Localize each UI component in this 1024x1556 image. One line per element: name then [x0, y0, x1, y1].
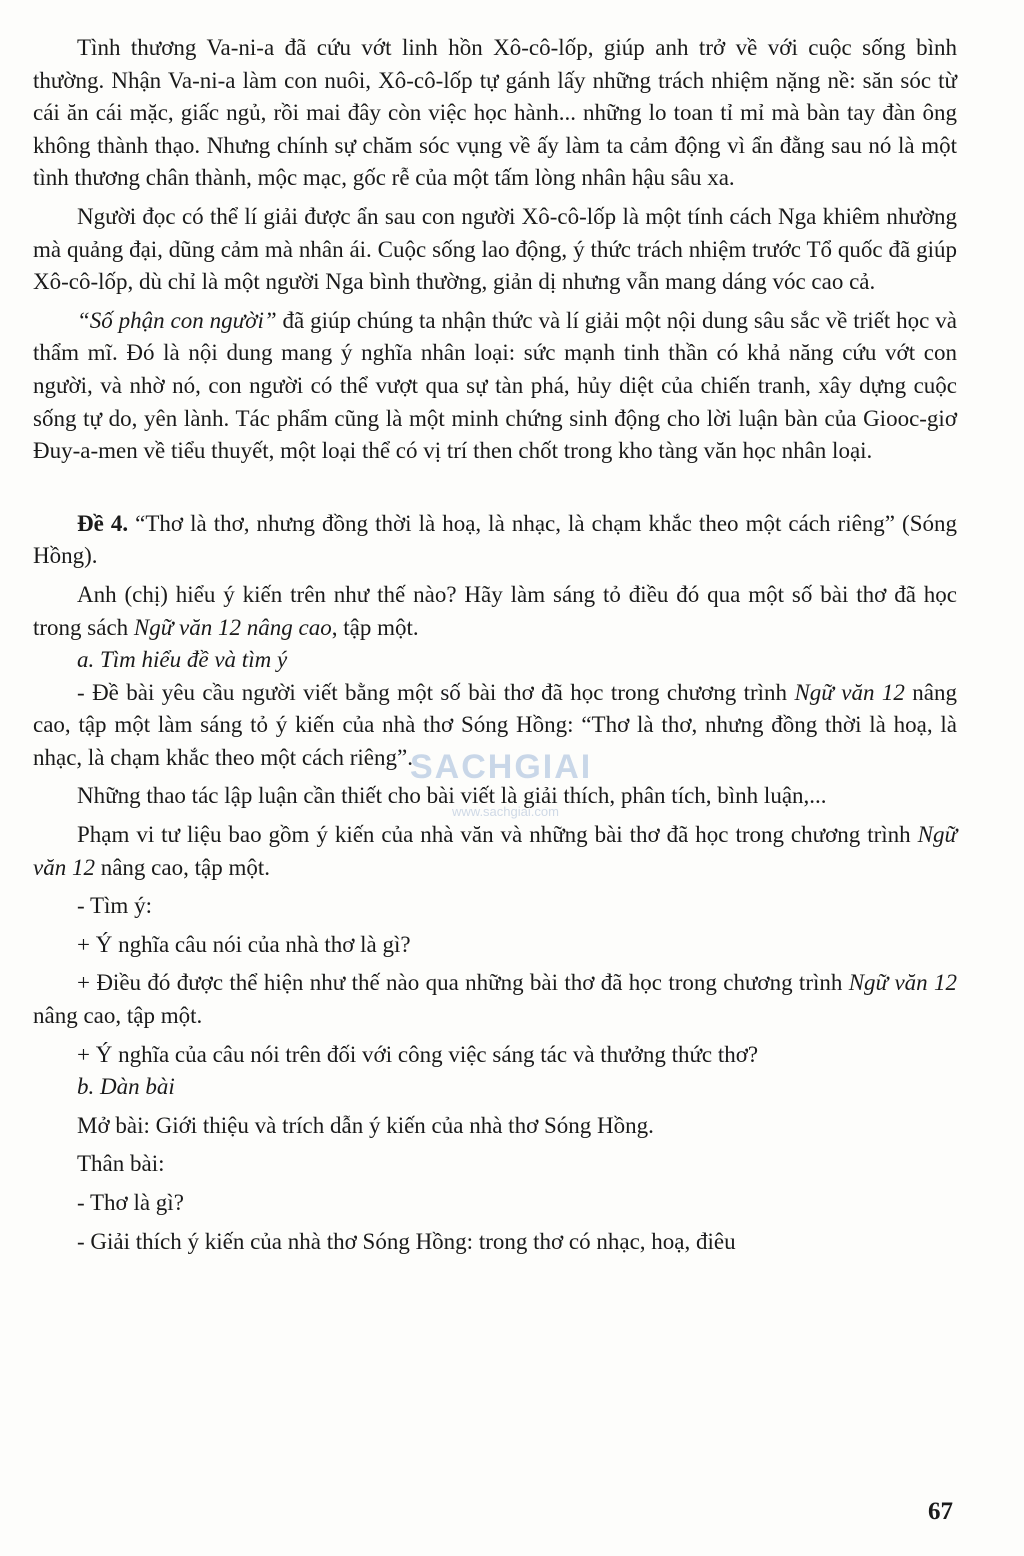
section-a-requirement: - Đề bài yêu cầu người viết bằng một số bài thơ đã học trong chương trình Ngữ văn 12 nâng cao, tập một làm sáng tỏ ý kiến của nhà thơ Sóng Hồng: “Thơ là thơ, nhưng đồng thời là hoạ, là nhạc, là chạm khắc theo một cách riêng”.	[33, 679, 958, 770]
de4-label: Đề 4.	[77, 510, 129, 536]
section-a-operations: Những thao tác lập luận cần thiết cho bài viết là giải thích, phân tích, bình luận,...	[77, 783, 827, 809]
paragraph-sokolov-character: Người đọc có thể lí giải được ẩn sau con người Xô-cô-lốp là một tính cách Nga khiêm nhường mà quảng đại, dũng cảm mà nhân ái. Cuộc sống lao động, ý thức trách nhiệm trước Tổ quốc đã giúp Xô-cô-lốp, dù chỉ là một người Nga bình thường, giản dị nhưng vẫn mang dáng vóc cao cả.	[33, 203, 957, 295]
outline-item-1: - Thơ là gì?	[77, 1190, 184, 1215]
idea-2: + Điều đó được thể hiện như thế nào qua những bài thơ đã học trong chương trình Ngữ văn 12 nâng cao, tập một.	[33, 970, 957, 1029]
idea-3: + Ý nghĩa của câu nói trên đối với công việc sáng tác và thưởng thức thơ?	[77, 1041, 759, 1067]
section-a-label: a. Tìm hiểu đề và tìm ý	[77, 647, 288, 673]
body-label: Thân bài:	[77, 1151, 165, 1177]
outline-item-2: - Giải thích ý kiến của nhà thơ Sóng Hồng: trong thơ có nhạc, hoạ, điêu	[77, 1228, 736, 1254]
find-ideas-label: - Tìm ý:	[77, 893, 152, 919]
de4-question: Anh (chị) hiểu ý kiến trên như thế nào? Hãy làm sáng tỏ điều đó qua một số bài thơ đã học trong sách Ngữ văn 12 nâng cao, tập một.	[33, 581, 957, 640]
intro-line: Mở bài: Giới thiệu và trích dẫn ý kiến của nhà thơ Sóng Hồng.	[77, 1112, 654, 1138]
work-title: “Số phận con người”	[77, 307, 277, 333]
page-number: 67	[928, 1498, 953, 1525]
paragraph-vania: Tình thương Va-ni-a đã cứu vớt linh hồn Xô-cô-lốp, giúp anh trở về với cuộc sống bình thường. Nhận Va-ni-a làm con nuôi, Xô-cô-lốp tự gánh lấy những trách nhiệm nặng nề: săn sóc từ cái ăn cái mặc, giấc ngủ, rồi mai đây còn việc học hành... những lo toan tỉ mỉ mà bàn tay đàn ông không thành thạo. Nhưng chính sự chăm sóc vụng về ấy làm ta cảm động vì ẩn đằng sau nó là một tình thương chân thành, mộc mạc, gốc rễ của một tấm lòng nhân hậu sâu xa.	[33, 35, 957, 191]
watermark-url: www.sachgiai.com	[452, 804, 559, 819]
document-page	[33, 32, 957, 1258]
de4-heading	[33, 508, 957, 573]
paragraph-work-meaning: “Số phận con người” đã giúp chúng ta nhận thức và lí giải một nội dung sâu sắc về triết học và thẩm mĩ. Đó là nội dung mang ý nghĩa nhân loại: sức mạnh tinh thần có khả năng cứu vớt con người, và nhờ nó, con người có thể vượt qua sự tàn phá, hủy diệt của chiến tranh, xây dựng cuộc sống tự do, yên lành. Tác phẩm cũng là một minh chứng sinh động cho lời luận bàn của Giooc-giơ Đuy-a-men về tiểu thuyết, một loại thể có vị trí then chốt trong kho tàng văn học nhân loại.	[33, 307, 957, 464]
book-title: Ngữ văn 12 nâng cao	[133, 614, 332, 640]
idea-1: + Ý nghĩa câu nói của nhà thơ là gì?	[77, 931, 411, 957]
section-b-label: b. Dàn bài	[77, 1074, 175, 1100]
section-a-scope: Phạm vi tư liệu bao gồm ý kiến của nhà văn và những bài thơ đã học trong chương trình Ngữ văn 12 nâng cao, tập một.	[33, 822, 957, 880]
de4-quote: “Thơ là thơ, nhưng đồng thời là hoạ, là nhạc, là chạm khắc theo một cách riêng” (Sóng Hồng).	[33, 510, 957, 569]
watermark-logo: SACHGIAI	[410, 748, 593, 786]
